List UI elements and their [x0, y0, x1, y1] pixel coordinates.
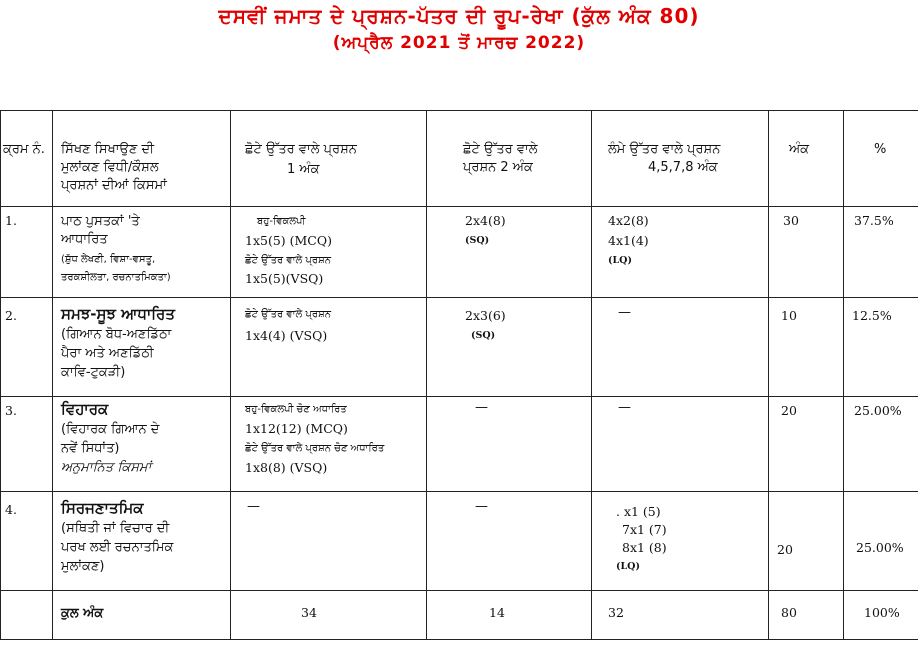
row-c2-line1: 2x3(6): [465, 308, 506, 323]
row-type-line4: ਮੁਲਾਂਕਣ): [61, 559, 105, 574]
row-c1-line3: ਛੋਟੇ ਉੱਤਰ ਵਾਲੇ ਪ੍ਰਸ਼ਨ ਚੋਣ ਅਧਾਰਿਤ: [245, 443, 385, 454]
total-marks: 80: [781, 605, 797, 620]
table-header-row: [1, 111, 918, 207]
header-short2-line2: ਪ੍ਰਸ਼ਨ 2 ਅੰਕ: [463, 160, 533, 175]
row-c2-line2: (SQ): [465, 235, 490, 246]
row-sno: 1.: [5, 213, 17, 228]
row-c3-line1: —: [618, 305, 631, 320]
row-type-line2: (ਵਿਹਾਰਕ ਗਿਆਨ ਦੇ: [61, 422, 160, 437]
total-c2: 14: [489, 605, 505, 620]
row-marks: 20: [781, 403, 797, 418]
row-type-line4: ਤਰਕਸ਼ੀਲਤਾ, ਰਚਨਾਤਮਿਕਤਾ): [61, 272, 171, 283]
row-type-line1: ਪਾਠ ਪੁਸਤਕਾਂ 'ਤੇ: [61, 214, 140, 229]
row-percent: 25.00%: [856, 540, 904, 555]
row-type-line1: ਸਿਰਜਣਾਤਮਿਕ: [61, 499, 144, 517]
row-c1-line4: 1x5(5)(VSQ): [245, 271, 324, 286]
table-row: [1, 397, 918, 492]
row-c1-line3: ਛੋਟੇ ਉੱਤਰ ਵਾਲੇ ਪ੍ਰਸ਼ਨ: [245, 255, 332, 266]
row-c2-line2: (SQ): [471, 330, 496, 341]
row-c1-line4: 1x8(8) (VSQ): [245, 460, 328, 475]
row-c3-line2: 7x1 (7): [622, 522, 667, 537]
header-short2-line1: ਛੋਟੇ ਉੱਤਰ ਵਾਲੇ: [463, 142, 538, 157]
row-type-line2: ਆਧਾਰਿਤ: [61, 232, 108, 247]
total-c3: 32: [608, 605, 624, 620]
row-type-line3: (ਸ਼ੁੱਧ ਲੇਖਣੀ, ਵਿਸ਼ਾ-ਵਸਤੂ,: [61, 254, 156, 265]
table-row: [1, 492, 918, 591]
header-percent: %: [874, 142, 887, 157]
header-sno: ਕ੍ਰਮ ਨੰ.: [3, 142, 45, 157]
page-title: ਦਸਵੀਂ ਜਮਾਤ ਦੇ ਪ੍ਰਸ਼ਨ-ਪੱਤਰ ਦੀ ਰੂਪ-ਰੇਖਾ (ਕੁੱਲ ਅੰਕ 80): [218, 4, 700, 28]
table-row: [1, 207, 918, 298]
table-row: [1, 298, 918, 397]
row-type-line3: ਪਰਖ ਲਈ ਰਚਨਾਤਮਿਕ: [61, 540, 174, 555]
row-c1-line1: —: [247, 499, 260, 514]
row-sno: 2.: [5, 308, 17, 323]
row-c3-line4: (LQ): [616, 561, 640, 572]
header-short1-line2: 1 ਅੰਕ: [287, 162, 320, 177]
row-c1-line1: ਛੋਟੇ ਉੱਤਰ ਵਾਲੇ ਪ੍ਰਸ਼ਨ: [245, 309, 332, 320]
question-paper-table: [0, 110, 918, 640]
row-percent: 25.00%: [854, 403, 902, 418]
header-short1-line1: ਛੋਟੇ ਉੱਤਰ ਵਾਲੇ ਪ੍ਰਸ਼ਨ: [245, 142, 357, 157]
total-row: [1, 591, 918, 640]
row-c1-line2: 1x5(5) (MCQ): [245, 233, 332, 248]
total-c1: 34: [301, 605, 317, 620]
row-type-line2: (ਗਿਆਨ ਬੋਧ-ਅਣਡਿੱਠਾ: [61, 327, 172, 342]
row-c1-line2: 1x4(4) (VSQ): [245, 328, 328, 343]
row-c3-line1: —: [618, 400, 631, 415]
row-type-line1: ਸਮਝ-ਸੂਝ ਆਧਾਰਿਤ: [61, 305, 175, 323]
row-type-line4: ਅਨੁਮਾਨਿਤ ਕਿਸਮਾਂ: [61, 460, 152, 475]
row-type-line4: ਕਾਵਿ-ਟੁਕੜੀ): [61, 365, 126, 380]
row-marks: 10: [781, 308, 797, 323]
header-type-line1: ਸਿੱਖਣ ਸਿਖਾਉਣ ਦੀ: [61, 142, 154, 157]
header-type-line3: ਪ੍ਰਸ਼ਨਾਂ ਦੀਆਂ ਕਿਸਮਾਂ: [61, 178, 167, 193]
row-c3-line2: 4x1(4): [608, 233, 649, 248]
row-marks: 30: [783, 213, 799, 228]
header-long-line2: 4,5,7,8 ਅੰਕ: [648, 160, 718, 175]
row-sno: 4.: [5, 502, 17, 517]
row-c3-line1: 4x2(8): [608, 213, 649, 228]
header-type-line2: ਮੁਲਾਂਕਣ ਵਿਧੀ/ਕੌਸ਼ਲ: [61, 160, 159, 175]
row-c3-line1: . x1 (5): [616, 504, 661, 519]
row-c2-line1: 2x4(8): [465, 213, 506, 228]
row-type-line3: ਪੈਰਾ ਅਤੇ ਅਣਡਿੱਠੀ: [61, 346, 154, 361]
row-marks: 20: [777, 542, 793, 557]
total-percent: 100%: [864, 605, 900, 620]
row-c2-line1: —: [475, 499, 488, 514]
row-type-line1: ਵਿਹਾਰਕ: [61, 400, 109, 418]
row-c1-line1: ਬਹੁ-ਵਿਕਲਪੀ: [257, 216, 306, 227]
row-percent: 37.5%: [854, 213, 894, 228]
row-c3-line3: (LQ): [608, 255, 632, 266]
row-percent: 12.5%: [852, 308, 892, 323]
row-c3-line3: 8x1 (8): [622, 540, 667, 555]
row-type-line2: (ਸਥਿਤੀ ਜਾਂ ਵਿਚਾਰ ਦੀ: [61, 521, 170, 536]
header-long-line1: ਲੰਮੇ ਉੱਤਰ ਵਾਲੇ ਪ੍ਰਸ਼ਨ: [608, 142, 721, 157]
page-subtitle: (ਅਪ੍ਰੈਲ 2021 ਤੋਂ ਮਾਰਚ 2022): [332, 33, 586, 53]
row-c1-line1: ਬਹੁ-ਵਿਕਲਪੀ ਚੋਣ ਅਧਾਰਿਤ: [245, 404, 347, 415]
row-sno: 3.: [5, 403, 17, 418]
header-marks: ਅੰਕ: [789, 142, 810, 157]
row-type-line3: ਨਵੇਂ ਸਿਧਾਂਤ): [61, 441, 120, 456]
total-label: ਕੁਲ ਅੰਕ: [61, 606, 104, 621]
row-c1-line2: 1x12(12) (MCQ): [245, 421, 348, 436]
row-c2-line1: —: [475, 400, 488, 415]
